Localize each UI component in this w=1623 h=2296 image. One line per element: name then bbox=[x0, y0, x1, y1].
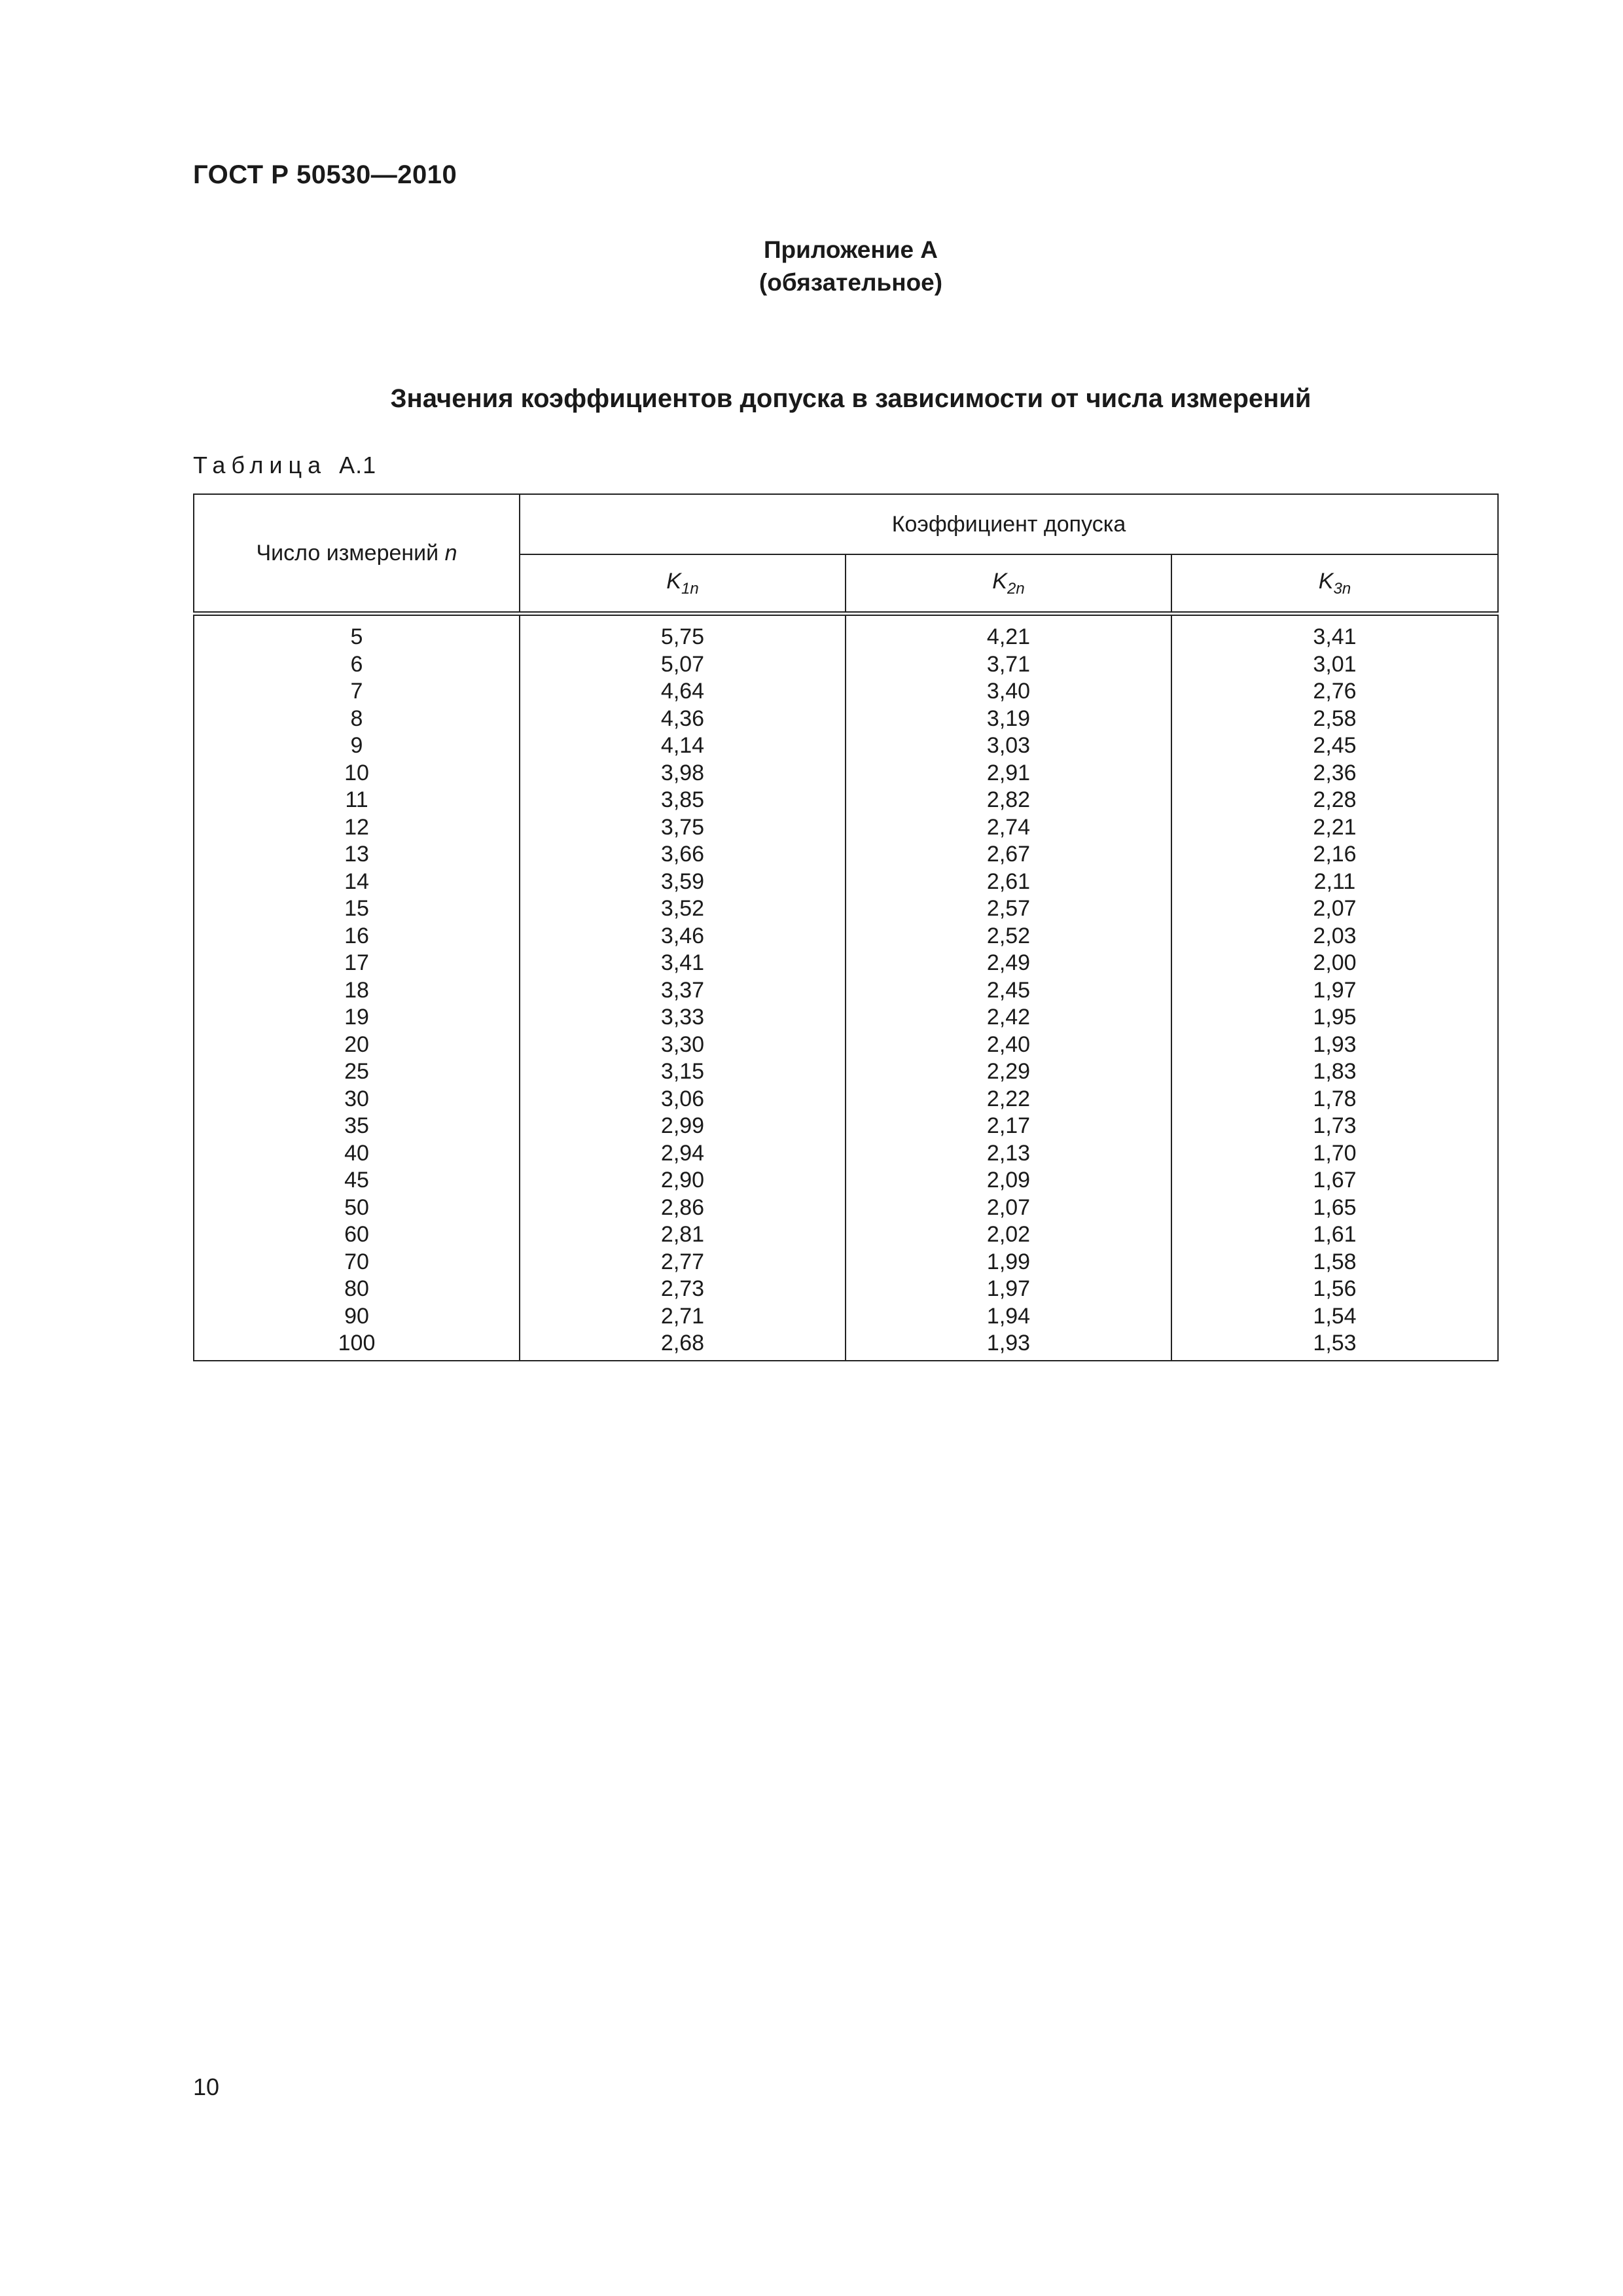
column-header-measurements-label: Число измерений bbox=[256, 540, 439, 565]
table-row bbox=[194, 1058, 1498, 1086]
column-header-measurements bbox=[194, 494, 520, 614]
cell-k3: 2,58 bbox=[1171, 706, 1498, 733]
cell-measurements: 5 bbox=[194, 614, 520, 651]
table-row bbox=[194, 678, 1498, 706]
k-subscript: 2n bbox=[1007, 579, 1025, 598]
coefficients-table bbox=[193, 493, 1499, 1361]
column-header-measurements-symbol: n bbox=[444, 540, 457, 565]
appendix-title: Приложение А bbox=[763, 236, 938, 263]
cell-k3: 2,36 bbox=[1171, 760, 1498, 787]
cell-k2: 2,49 bbox=[846, 950, 1171, 977]
appendix-heading bbox=[0, 234, 1623, 299]
cell-k2: 2,09 bbox=[846, 1167, 1171, 1194]
cell-measurements: 8 bbox=[194, 706, 520, 733]
table-row bbox=[194, 1303, 1498, 1331]
cell-k2: 2,45 bbox=[846, 977, 1171, 1005]
cell-k2: 2,29 bbox=[846, 1058, 1171, 1086]
table-row bbox=[194, 1086, 1498, 1113]
cell-k3: 2,16 bbox=[1171, 841, 1498, 869]
cell-k3: 1,70 bbox=[1171, 1140, 1498, 1168]
k-symbol: K bbox=[992, 568, 1007, 594]
cell-k3: 1,73 bbox=[1171, 1113, 1498, 1140]
cell-k1: 5,07 bbox=[520, 651, 846, 679]
cell-measurements: 40 bbox=[194, 1140, 520, 1168]
cell-k3: 2,03 bbox=[1171, 923, 1498, 950]
table-row bbox=[194, 1113, 1498, 1140]
table-row bbox=[194, 977, 1498, 1005]
table-row bbox=[194, 614, 1498, 651]
cell-measurements: 60 bbox=[194, 1221, 520, 1249]
cell-k1: 3,66 bbox=[520, 841, 846, 869]
table-caption-prefix: Таблица bbox=[193, 452, 327, 478]
table-row bbox=[194, 895, 1498, 923]
table-caption bbox=[193, 452, 376, 479]
cell-k2: 3,71 bbox=[846, 651, 1171, 679]
cell-k3: 2,07 bbox=[1171, 895, 1498, 923]
table-body bbox=[194, 614, 1498, 1361]
page-number: 10 bbox=[193, 2073, 220, 2100]
cell-k1: 2,81 bbox=[520, 1221, 846, 1249]
table-caption-number: А.1 bbox=[339, 452, 377, 478]
cell-k2: 3,40 bbox=[846, 678, 1171, 706]
cell-k2: 2,17 bbox=[846, 1113, 1171, 1140]
cell-measurements: 30 bbox=[194, 1086, 520, 1113]
cell-k1: 3,41 bbox=[520, 950, 846, 977]
cell-k2: 2,57 bbox=[846, 895, 1171, 923]
table-row bbox=[194, 1194, 1498, 1222]
table-row bbox=[194, 1140, 1498, 1168]
cell-k3: 1,54 bbox=[1171, 1303, 1498, 1331]
cell-k1: 4,14 bbox=[520, 732, 846, 760]
cell-k3: 1,61 bbox=[1171, 1221, 1498, 1249]
cell-measurements: 17 bbox=[194, 950, 520, 977]
cell-k1: 3,59 bbox=[520, 869, 846, 896]
table-row bbox=[194, 1167, 1498, 1194]
cell-measurements: 9 bbox=[194, 732, 520, 760]
cell-k3: 1,78 bbox=[1171, 1086, 1498, 1113]
cell-k1: 2,90 bbox=[520, 1167, 846, 1194]
cell-k1: 3,06 bbox=[520, 1086, 846, 1113]
cell-k2: 1,97 bbox=[846, 1276, 1171, 1303]
table-row bbox=[194, 1276, 1498, 1303]
cell-k3: 1,67 bbox=[1171, 1167, 1498, 1194]
cell-measurements: 19 bbox=[194, 1004, 520, 1031]
cell-k2: 3,03 bbox=[846, 732, 1171, 760]
cell-k3: 2,45 bbox=[1171, 732, 1498, 760]
cell-measurements: 15 bbox=[194, 895, 520, 923]
cell-k2: 2,61 bbox=[846, 869, 1171, 896]
table-row bbox=[194, 869, 1498, 896]
cell-k3: 3,01 bbox=[1171, 651, 1498, 679]
cell-k1: 2,77 bbox=[520, 1249, 846, 1276]
table-row bbox=[194, 841, 1498, 869]
cell-k2: 2,82 bbox=[846, 787, 1171, 814]
cell-k3: 2,21 bbox=[1171, 814, 1498, 842]
cell-k1: 4,64 bbox=[520, 678, 846, 706]
cell-measurements: 13 bbox=[194, 841, 520, 869]
table-row bbox=[194, 814, 1498, 842]
standard-designation: ГОСТ Р 50530—2010 bbox=[193, 160, 457, 189]
cell-k3: 1,58 bbox=[1171, 1249, 1498, 1276]
cell-k1: 3,98 bbox=[520, 760, 846, 787]
cell-k3: 2,00 bbox=[1171, 950, 1498, 977]
cell-k2: 2,22 bbox=[846, 1086, 1171, 1113]
cell-k3: 1,56 bbox=[1171, 1276, 1498, 1303]
k-symbol: K bbox=[666, 568, 681, 594]
cell-k2: 2,42 bbox=[846, 1004, 1171, 1031]
cell-measurements: 35 bbox=[194, 1113, 520, 1140]
cell-k3: 2,11 bbox=[1171, 869, 1498, 896]
cell-k2: 2,02 bbox=[846, 1221, 1171, 1249]
cell-measurements: 16 bbox=[194, 923, 520, 950]
column-header-k1 bbox=[520, 554, 846, 613]
cell-k2: 4,21 bbox=[846, 614, 1171, 651]
cell-k1: 2,73 bbox=[520, 1276, 846, 1303]
cell-measurements: 70 bbox=[194, 1249, 520, 1276]
cell-k2: 2,67 bbox=[846, 841, 1171, 869]
table-row bbox=[194, 1330, 1498, 1361]
cell-k1: 5,75 bbox=[520, 614, 846, 651]
table-row bbox=[194, 950, 1498, 977]
cell-k3: 1,93 bbox=[1171, 1031, 1498, 1059]
table-row bbox=[194, 1031, 1498, 1059]
page-title: Значения коэффициентов допуска в зависимости от числа измерений bbox=[390, 384, 1311, 413]
cell-k1: 2,86 bbox=[520, 1194, 846, 1222]
cell-k1: 2,94 bbox=[520, 1140, 846, 1168]
cell-measurements: 50 bbox=[194, 1194, 520, 1222]
cell-k1: 3,46 bbox=[520, 923, 846, 950]
column-header-k3 bbox=[1171, 554, 1498, 613]
cell-measurements: 14 bbox=[194, 869, 520, 896]
cell-k3: 3,41 bbox=[1171, 614, 1498, 651]
table-row bbox=[194, 651, 1498, 679]
cell-k1: 2,99 bbox=[520, 1113, 846, 1140]
k-subscript: 3n bbox=[1333, 579, 1351, 598]
table-row bbox=[194, 1249, 1498, 1276]
table-row bbox=[194, 1221, 1498, 1249]
cell-k1: 3,52 bbox=[520, 895, 846, 923]
cell-measurements: 18 bbox=[194, 977, 520, 1005]
table-row bbox=[194, 732, 1498, 760]
cell-measurements: 100 bbox=[194, 1330, 520, 1361]
table-row bbox=[194, 787, 1498, 814]
cell-k3: 1,53 bbox=[1171, 1330, 1498, 1361]
appendix-status: (обязательное) bbox=[758, 269, 943, 296]
column-header-k2 bbox=[846, 554, 1171, 613]
cell-k1: 3,37 bbox=[520, 977, 846, 1005]
cell-measurements: 12 bbox=[194, 814, 520, 842]
cell-k2: 2,07 bbox=[846, 1194, 1171, 1222]
cell-k2: 1,94 bbox=[846, 1303, 1171, 1331]
cell-k1: 2,68 bbox=[520, 1330, 846, 1361]
cell-k3: 1,83 bbox=[1171, 1058, 1498, 1086]
table-row bbox=[194, 923, 1498, 950]
k-subscript: 1n bbox=[681, 579, 699, 598]
cell-k2: 3,19 bbox=[846, 706, 1171, 733]
cell-k1: 3,33 bbox=[520, 1004, 846, 1031]
cell-measurements: 7 bbox=[194, 678, 520, 706]
cell-k1: 3,85 bbox=[520, 787, 846, 814]
cell-k2: 2,74 bbox=[846, 814, 1171, 842]
table-row bbox=[194, 760, 1498, 787]
cell-k2: 2,52 bbox=[846, 923, 1171, 950]
cell-measurements: 20 bbox=[194, 1031, 520, 1059]
cell-k3: 1,95 bbox=[1171, 1004, 1498, 1031]
cell-k3: 1,97 bbox=[1171, 977, 1498, 1005]
cell-k1: 4,36 bbox=[520, 706, 846, 733]
cell-k2: 2,91 bbox=[846, 760, 1171, 787]
cell-k3: 2,76 bbox=[1171, 678, 1498, 706]
cell-k3: 2,28 bbox=[1171, 787, 1498, 814]
cell-measurements: 6 bbox=[194, 651, 520, 679]
cell-k2: 2,13 bbox=[846, 1140, 1171, 1168]
cell-measurements: 25 bbox=[194, 1058, 520, 1086]
cell-k2: 1,93 bbox=[846, 1330, 1171, 1361]
cell-k1: 3,30 bbox=[520, 1031, 846, 1059]
cell-measurements: 11 bbox=[194, 787, 520, 814]
cell-k1: 3,15 bbox=[520, 1058, 846, 1086]
cell-k2: 2,40 bbox=[846, 1031, 1171, 1059]
cell-measurements: 45 bbox=[194, 1167, 520, 1194]
table-row bbox=[194, 706, 1498, 733]
cell-measurements: 90 bbox=[194, 1303, 520, 1331]
column-group-header: Коэффициент допуска bbox=[520, 494, 1498, 554]
cell-k1: 3,75 bbox=[520, 814, 846, 842]
cell-k2: 1,99 bbox=[846, 1249, 1171, 1276]
table-row bbox=[194, 1004, 1498, 1031]
cell-k1: 2,71 bbox=[520, 1303, 846, 1331]
k-symbol: K bbox=[1318, 568, 1334, 594]
cell-measurements: 80 bbox=[194, 1276, 520, 1303]
cell-measurements: 10 bbox=[194, 760, 520, 787]
cell-k3: 1,65 bbox=[1171, 1194, 1498, 1222]
